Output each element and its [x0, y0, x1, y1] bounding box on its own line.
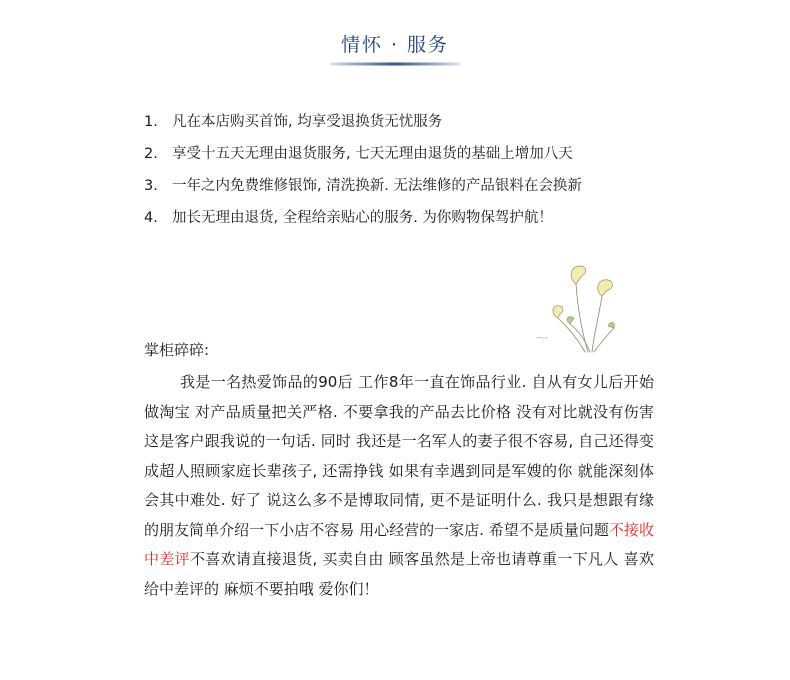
list-item-number: 2.: [144, 146, 158, 162]
service-list: [144, 110, 582, 238]
list-item: [144, 206, 582, 238]
shopkeeper-body: [144, 368, 654, 604]
list-item-text: 凡在本店购买首饰, 均享受退换货无忧服务: [172, 114, 443, 130]
title-brush-underline: [330, 62, 460, 66]
list-item-number: 3.: [144, 178, 158, 194]
list-item-text: 加长无理由退货, 全程给亲贴心的服务. 为你购物保驾护航！: [172, 210, 553, 226]
list-item-number: 4.: [144, 210, 158, 226]
list-item-text: 一年之内免费维修银饰, 清洗换新. 无法维修的产品银料在会换新: [172, 178, 582, 194]
shopkeeper-title: 掌柜碎碎:: [144, 341, 210, 359]
list-item-number: 1.: [144, 114, 158, 130]
section-title: 情怀 · 服务: [340, 34, 450, 56]
list-item: [144, 174, 582, 206]
shopkeeper-body-text-end: 不喜欢请直接退货, 买卖自由 顾客虽然是上帝也请尊重一下凡人 喜欢给中差评的 麻烦不要拍哦 爱你们！: [144, 550, 654, 598]
shopkeeper-note: [144, 338, 654, 604]
section-header: [0, 30, 790, 57]
highlight-text: 不接收中差评: [144, 520, 654, 568]
list-item: [144, 110, 582, 142]
list-item: [144, 142, 582, 174]
shopkeeper-body-text: 我是一名热爱饰品的90后 工作8年一直在饰品行业. 自从有女儿后开始做淘宝 对产品质量把关严格. 不要拿我的产品去比价格 没有对比就没有伤害 这是客户跟我说的一句话. 同时 我还是一名军人的妻子很不容易, 自己还得变成超人照顾家庭长辈孩子, 还需挣钱 如果有幸遇到同是军嫂的你 就能深刻体会其中难处. 好了 说这么多不是博取同情, 更不是证明什么. 我只是想跟有缘的朋友简单介绍一下小店不容易 用心经营的一家店. 希望不是质量问题: [144, 373, 654, 539]
list-item-text: 享受十五天无理由退货服务, 七天无理由退货的基础上增加八天: [172, 146, 573, 162]
